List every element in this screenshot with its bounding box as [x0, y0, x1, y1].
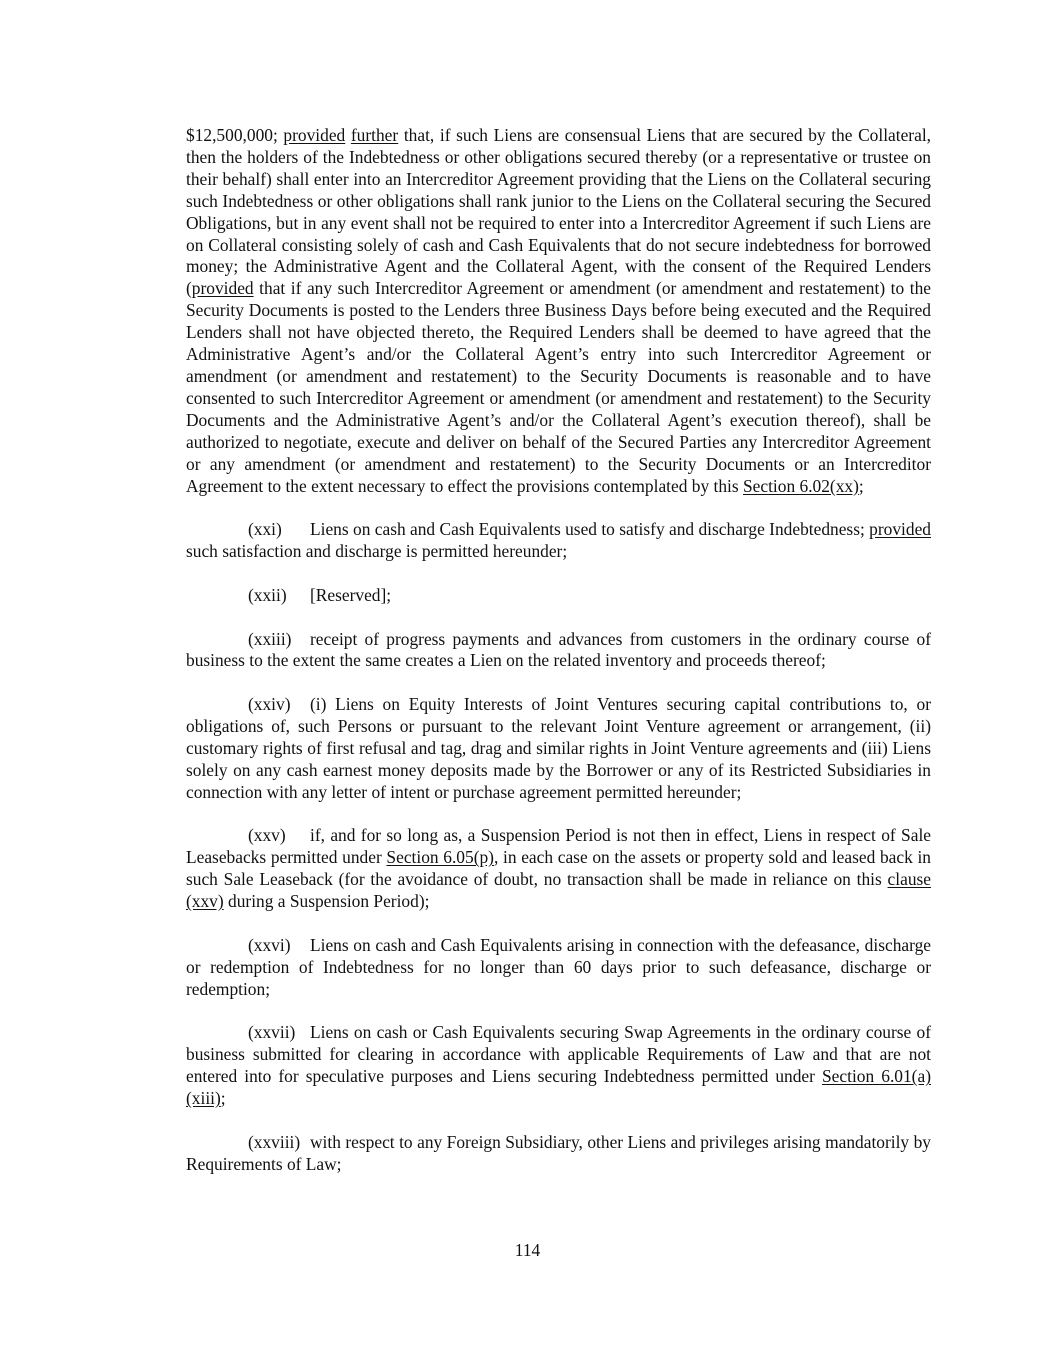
clause-number: (xxvii) — [248, 1022, 296, 1043]
underlined-term-provided: provided — [283, 125, 346, 145]
clause-text: (i) Liens on Equity Interests of Joint Ventures securing capital contributions to, or obligations of, such Persons or pursuant to the relevant Joint Venture agreement or arrangement, (ii) customary rights of first refusal and tag, drag and similar rights in Joint Venture agreements and (iii) Liens solely on any cash earnest money deposits made by the Borrower or any of its Restricted Subsidiaries in connection with any letter of intent or purchase agreement permitted hereunder; — [186, 694, 931, 802]
section-reference: Section 6.05(p) — [386, 847, 494, 868]
clause-text: with respect to any Foreign Subsidiary, other Liens and privileges arising mandatorily by Requirements of Law; — [186, 1131, 931, 1174]
clause-xxvi — [186, 935, 931, 1001]
clause-text: , in each case on the assets or property sold and leased back in such Sale Leaseback (for the avoidance of doubt, no transaction shall be made in reliance on this — [186, 847, 931, 890]
paragraph-text: ; — [858, 475, 864, 496]
section-reference: Section 6.02(xx) — [742, 475, 859, 496]
clause-xxvii — [186, 1022, 931, 1110]
clause-number: (xxi) — [248, 519, 282, 540]
clause-xxviii — [186, 1132, 931, 1176]
clause-xxii — [186, 585, 931, 607]
clause-number: (xxviii) — [248, 1131, 301, 1152]
clause-reference: clause (xxv) — [186, 869, 931, 912]
underlined-term-provided: provided — [191, 278, 254, 299]
clause-text: during a Suspension Period); — [223, 891, 430, 912]
paragraph-text: that, if such Liens are consensual Liens that are secured by the Collateral, then the holders of the Indebtedness or other obligations secured thereby (or a representative or trustee on their behalf) shall enter into an Intercreditor Agreement providing that the Liens on the Collateral securing such Indebtedness or other obligations shall rank junior to the Liens on the Collateral securing the Secured Obligations, but in any event shall not be required to enter into a Intercreditor Agreement if such Liens are on Collateral consisting solely of cash and Cash Equivalents that do not secure indebtedness for borrowed money; the Administrative Agent and the Collateral Agent, with the consent of the Required Lenders ( — [186, 125, 931, 299]
clause-text: receipt of progress payments and advances from customers in the ordinary course of business to the extent the same creates a Lien on the related inventory and proceeds thereof; — [186, 628, 931, 671]
underlined-term-further: further — [350, 125, 399, 145]
clause-number: (xxiv) — [248, 694, 291, 715]
clause-xxv — [186, 825, 931, 913]
clause-text: such satisfaction and discharge is permitted hereunder; — [186, 541, 568, 562]
paragraph-text: $12,500,000; — [186, 125, 284, 145]
clause-number: (xxiii) — [248, 628, 292, 649]
clause-text: [Reserved]; — [310, 584, 392, 605]
clause-text: if, and for so long as, a Suspension Period is not then in effect, Liens in respect of Sale Leasebacks permitted under — [186, 825, 931, 868]
clause-xxiii — [186, 629, 931, 673]
clause-text: ; — [220, 1088, 226, 1109]
paragraph-text: that if any such Intercreditor Agreement or amendment (or amendment and restatement) to the Security Documents is posted to the Lenders three Business Days before being executed and the Required Lenders shall not have objected thereto, the Required Lenders shall be deemed to have agreed that the Administrative Agent’s and/or the Collateral Agent’s entry into such Intercreditor Agreement or amendment (or amendment and restatement) to the Security Documents is reasonable and to have consented to such Intercreditor Agreement or amendment (or amendment and restatement) to the Security Documents and the Administrative Agent’s and/or the Collateral Agent’s execution thereof), shall be authorized to negotiate, execute and deliver on behalf of the Secured Parties any Intercreditor Agreement or any amendment (or amendment and restatement) to the Security Documents or an Intercreditor Agreement to the extent necessary to effect the provisions contemplated by this — [186, 278, 931, 496]
page-number: 114 — [514, 1240, 541, 1260]
clause-xxi — [186, 519, 931, 563]
clause-text: Liens on cash or Cash Equivalents securing Swap Agreements in the ordinary course of business submitted for clearing in accordance with applicable Requirements of Law and that are not entered into for speculative purposes and Liens securing Indebtedness permitted under — [186, 1022, 931, 1087]
section-reference: Section 6.01(a)(xiii) — [186, 1066, 931, 1109]
paragraph-continuation — [186, 125, 931, 497]
clause-text: Liens on cash and Cash Equivalents arising in connection with the defeasance, discharge or redemption of Indebtedness for no longer than 60 days prior to such defeasance, discharge or redemption; — [186, 934, 931, 999]
clause-number: (xxii) — [248, 584, 287, 605]
underlined-term-provided: provided — [869, 519, 931, 540]
clause-number: (xxvi) — [248, 934, 291, 955]
clause-number: (xxv) — [248, 825, 286, 846]
clause-text: Liens on cash and Cash Equivalents used to satisfy and discharge Indebtedness; — [310, 519, 870, 540]
document-body — [186, 125, 931, 1197]
clause-xxiv — [186, 694, 931, 804]
